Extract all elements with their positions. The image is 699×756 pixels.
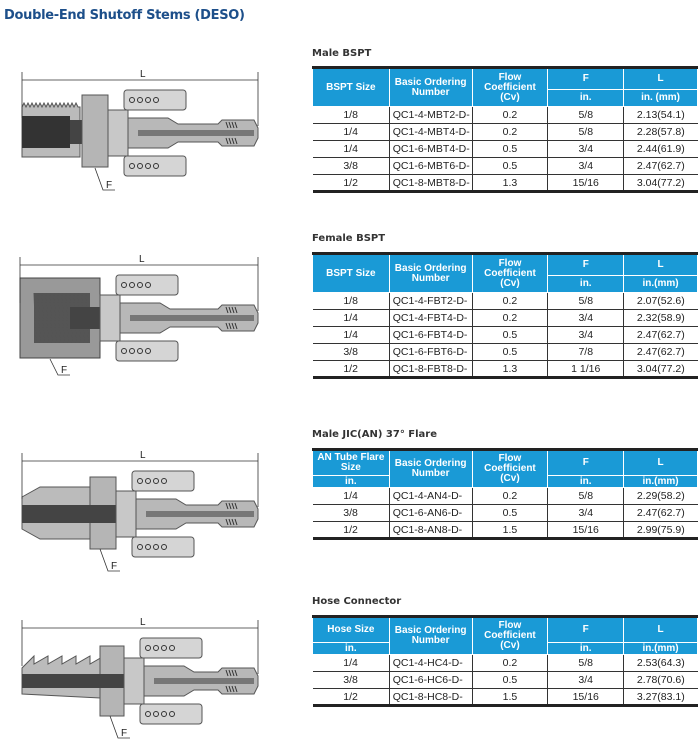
header-l: L [624,617,698,643]
header-l-unit: in.(mm) [624,476,698,488]
cell: QC1-4-MBT4-D- [389,124,472,141]
cell: QC1-6-FBT6-D- [389,344,472,361]
dimension-l-label: L [140,69,146,80]
header-l-unit: in.(mm) [624,276,698,293]
cell: 2.99(75.9) [624,522,698,539]
cell: 3/8 [313,158,390,175]
header-order: Basic Ordering Number [389,450,472,488]
cell: QC1-4-FBT2-D- [389,293,472,310]
cell: 1/4 [313,488,390,505]
header-size-unit: in. [313,476,390,488]
cell: 2.47(62.7) [624,327,698,344]
fitting-drawing [0,439,270,589]
cell: 2.13(54.1) [624,107,698,124]
table-row [313,175,698,192]
table-row [313,327,698,344]
cell: 0.5 [472,327,548,344]
cell: 3.04(77.2) [624,361,698,378]
spec-table [312,615,698,707]
cell: QC1-4-AN4-D- [389,488,472,505]
header-cv: Flow Coefficient (Cv) [472,450,548,488]
dimension-f-label: F [61,365,68,376]
header-l: L [624,450,698,476]
dimension-f-label: F [106,180,113,191]
cell: QC1-4-FBT4-D- [389,310,472,327]
dimension-f-label: F [111,561,118,572]
header-f-unit: in. [548,276,624,293]
table-row [313,522,698,539]
header-f: F [548,617,624,643]
cell: QC1-8-MBT8-D- [389,175,472,192]
fitting-drawing [0,58,270,208]
cell: 1.3 [472,175,548,192]
header-size: AN Tube Flare Size [313,450,390,476]
cell: QC1-6-AN6-D- [389,505,472,522]
cell: 5/8 [548,655,624,672]
cell: 1/4 [313,310,390,327]
table-row [313,293,698,310]
table-row [313,672,698,689]
cell: 2.47(62.7) [624,505,698,522]
cell: 3/4 [548,310,624,327]
dimension-l-label: L [140,617,146,628]
cell: 2.53(64.3) [624,655,698,672]
cell: 0.2 [472,655,548,672]
table-row [313,310,698,327]
fitting-drawing [0,606,270,756]
cell: QC1-6-MBT6-D- [389,158,472,175]
table-row [313,655,698,672]
cell: 1 1/16 [548,361,624,378]
cell: 0.5 [472,141,548,158]
cell: 3/8 [313,344,390,361]
cell: 0.5 [472,672,548,689]
header-size: Hose Size [313,617,390,643]
header-order: Basic Ordering Number [389,254,472,293]
section-title: Male BSPT [312,48,372,59]
cell: 2.29(58.2) [624,488,698,505]
header-f: F [548,254,624,276]
section-title: Hose Connector [312,596,402,607]
fitting-drawing [0,243,270,393]
table-row [313,689,698,706]
cell: QC1-8-HC8-D- [389,689,472,706]
cell: 1.5 [472,522,548,539]
cell: 2.78(70.6) [624,672,698,689]
header-size-unit: in. [313,643,390,655]
cell: 0.2 [472,124,548,141]
cell: 1/2 [343,523,358,536]
page-title: Double-End Shutoff Stems (DESO) [4,8,245,23]
cell: 3/8 [313,505,390,522]
cell: 15/16 [548,522,624,539]
cell: QC1-6-HC6-D- [389,672,472,689]
cell: 3/8 [313,672,390,689]
cell: 1.5 [472,689,548,706]
header-cv: Flow Coefficient (Cv) [472,254,548,293]
section-title: Male JIC(AN) 37° Flare [312,429,438,440]
cell: 1/2 [343,690,358,703]
cell: 0.2 [472,310,548,327]
cell: 2.47(62.7) [624,158,698,175]
cell: QC1-6-MBT4-D- [389,141,472,158]
cell: QC1-4-MBT2-D- [389,107,472,124]
header-f-unit: in. [548,643,624,655]
cell: 0.2 [472,488,548,505]
cell: 3/4 [548,672,624,689]
cell: QC1-8-FBT8-D- [389,361,472,378]
cell: 0.5 [472,344,548,361]
cell: 15/16 [548,689,624,706]
header-size: BSPT Size [313,68,390,107]
cell: QC1-8-AN8-D- [389,522,472,539]
cell: 2.07(52.6) [624,293,698,310]
cell: 1/8 [313,107,390,124]
cell: 0.5 [472,505,548,522]
header-l: L [624,254,698,276]
spec-table [312,66,698,193]
header-order: Basic Ordering Number [389,68,472,107]
header-size: BSPT Size [313,254,390,293]
cell: 7/8 [548,344,624,361]
cell: 2.47(62.7) [624,344,698,361]
header-cv: Flow Coefficient (Cv) [472,68,548,107]
header-f-unit: in. [548,476,624,488]
dimension-f-label: F [121,728,128,739]
table-row [313,124,698,141]
cell: QC1-6-FBT4-D- [389,327,472,344]
cell: 5/8 [548,293,624,310]
header-f: F [548,68,624,90]
table-row [313,488,698,505]
cell: 1/8 [313,293,390,310]
header-l-unit: in. (mm) [624,90,698,107]
table-row [313,141,698,158]
header-l: L [624,68,698,90]
section-title: Female BSPT [312,233,386,244]
cell: 15/16 [548,175,624,192]
dimension-l-label: L [140,450,146,461]
cell: 1/2 [343,176,358,189]
cell: 1/2 [343,362,358,375]
header-f: F [548,450,624,476]
cell: 3/4 [548,327,624,344]
table-row [313,107,698,124]
header-f-unit: in. [548,90,624,107]
cell: 2.32(58.9) [624,310,698,327]
cell: 0.5 [472,158,548,175]
spec-table [312,252,698,379]
cell: 1/4 [313,655,390,672]
table-row [313,158,698,175]
cell: 3.04(77.2) [624,175,698,192]
spec-table [312,448,698,540]
table-row [313,505,698,522]
cell: 1/4 [313,124,390,141]
cell: 5/8 [548,124,624,141]
cell: 5/8 [548,488,624,505]
table-row [313,361,698,378]
cell: 2.28(57.8) [624,124,698,141]
header-l-unit: in.(mm) [624,643,698,655]
cell: 1.3 [472,361,548,378]
header-cv: Flow Coefficient (Cv) [472,617,548,655]
header-order: Basic Ordering Number [389,617,472,655]
table-row [313,344,698,361]
cell: 1/4 [313,141,390,158]
cell: 3/4 [548,158,624,175]
cell: 0.2 [472,293,548,310]
cell: QC1-4-HC4-D- [389,655,472,672]
cell: 1/4 [313,327,390,344]
cell: 0.2 [472,107,548,124]
cell: 2.44(61.9) [624,141,698,158]
cell: 5/8 [548,107,624,124]
cell: 3/4 [548,141,624,158]
cell: 3/4 [548,505,624,522]
cell: 3.27(83.1) [624,689,698,706]
dimension-l-label: L [139,254,145,265]
